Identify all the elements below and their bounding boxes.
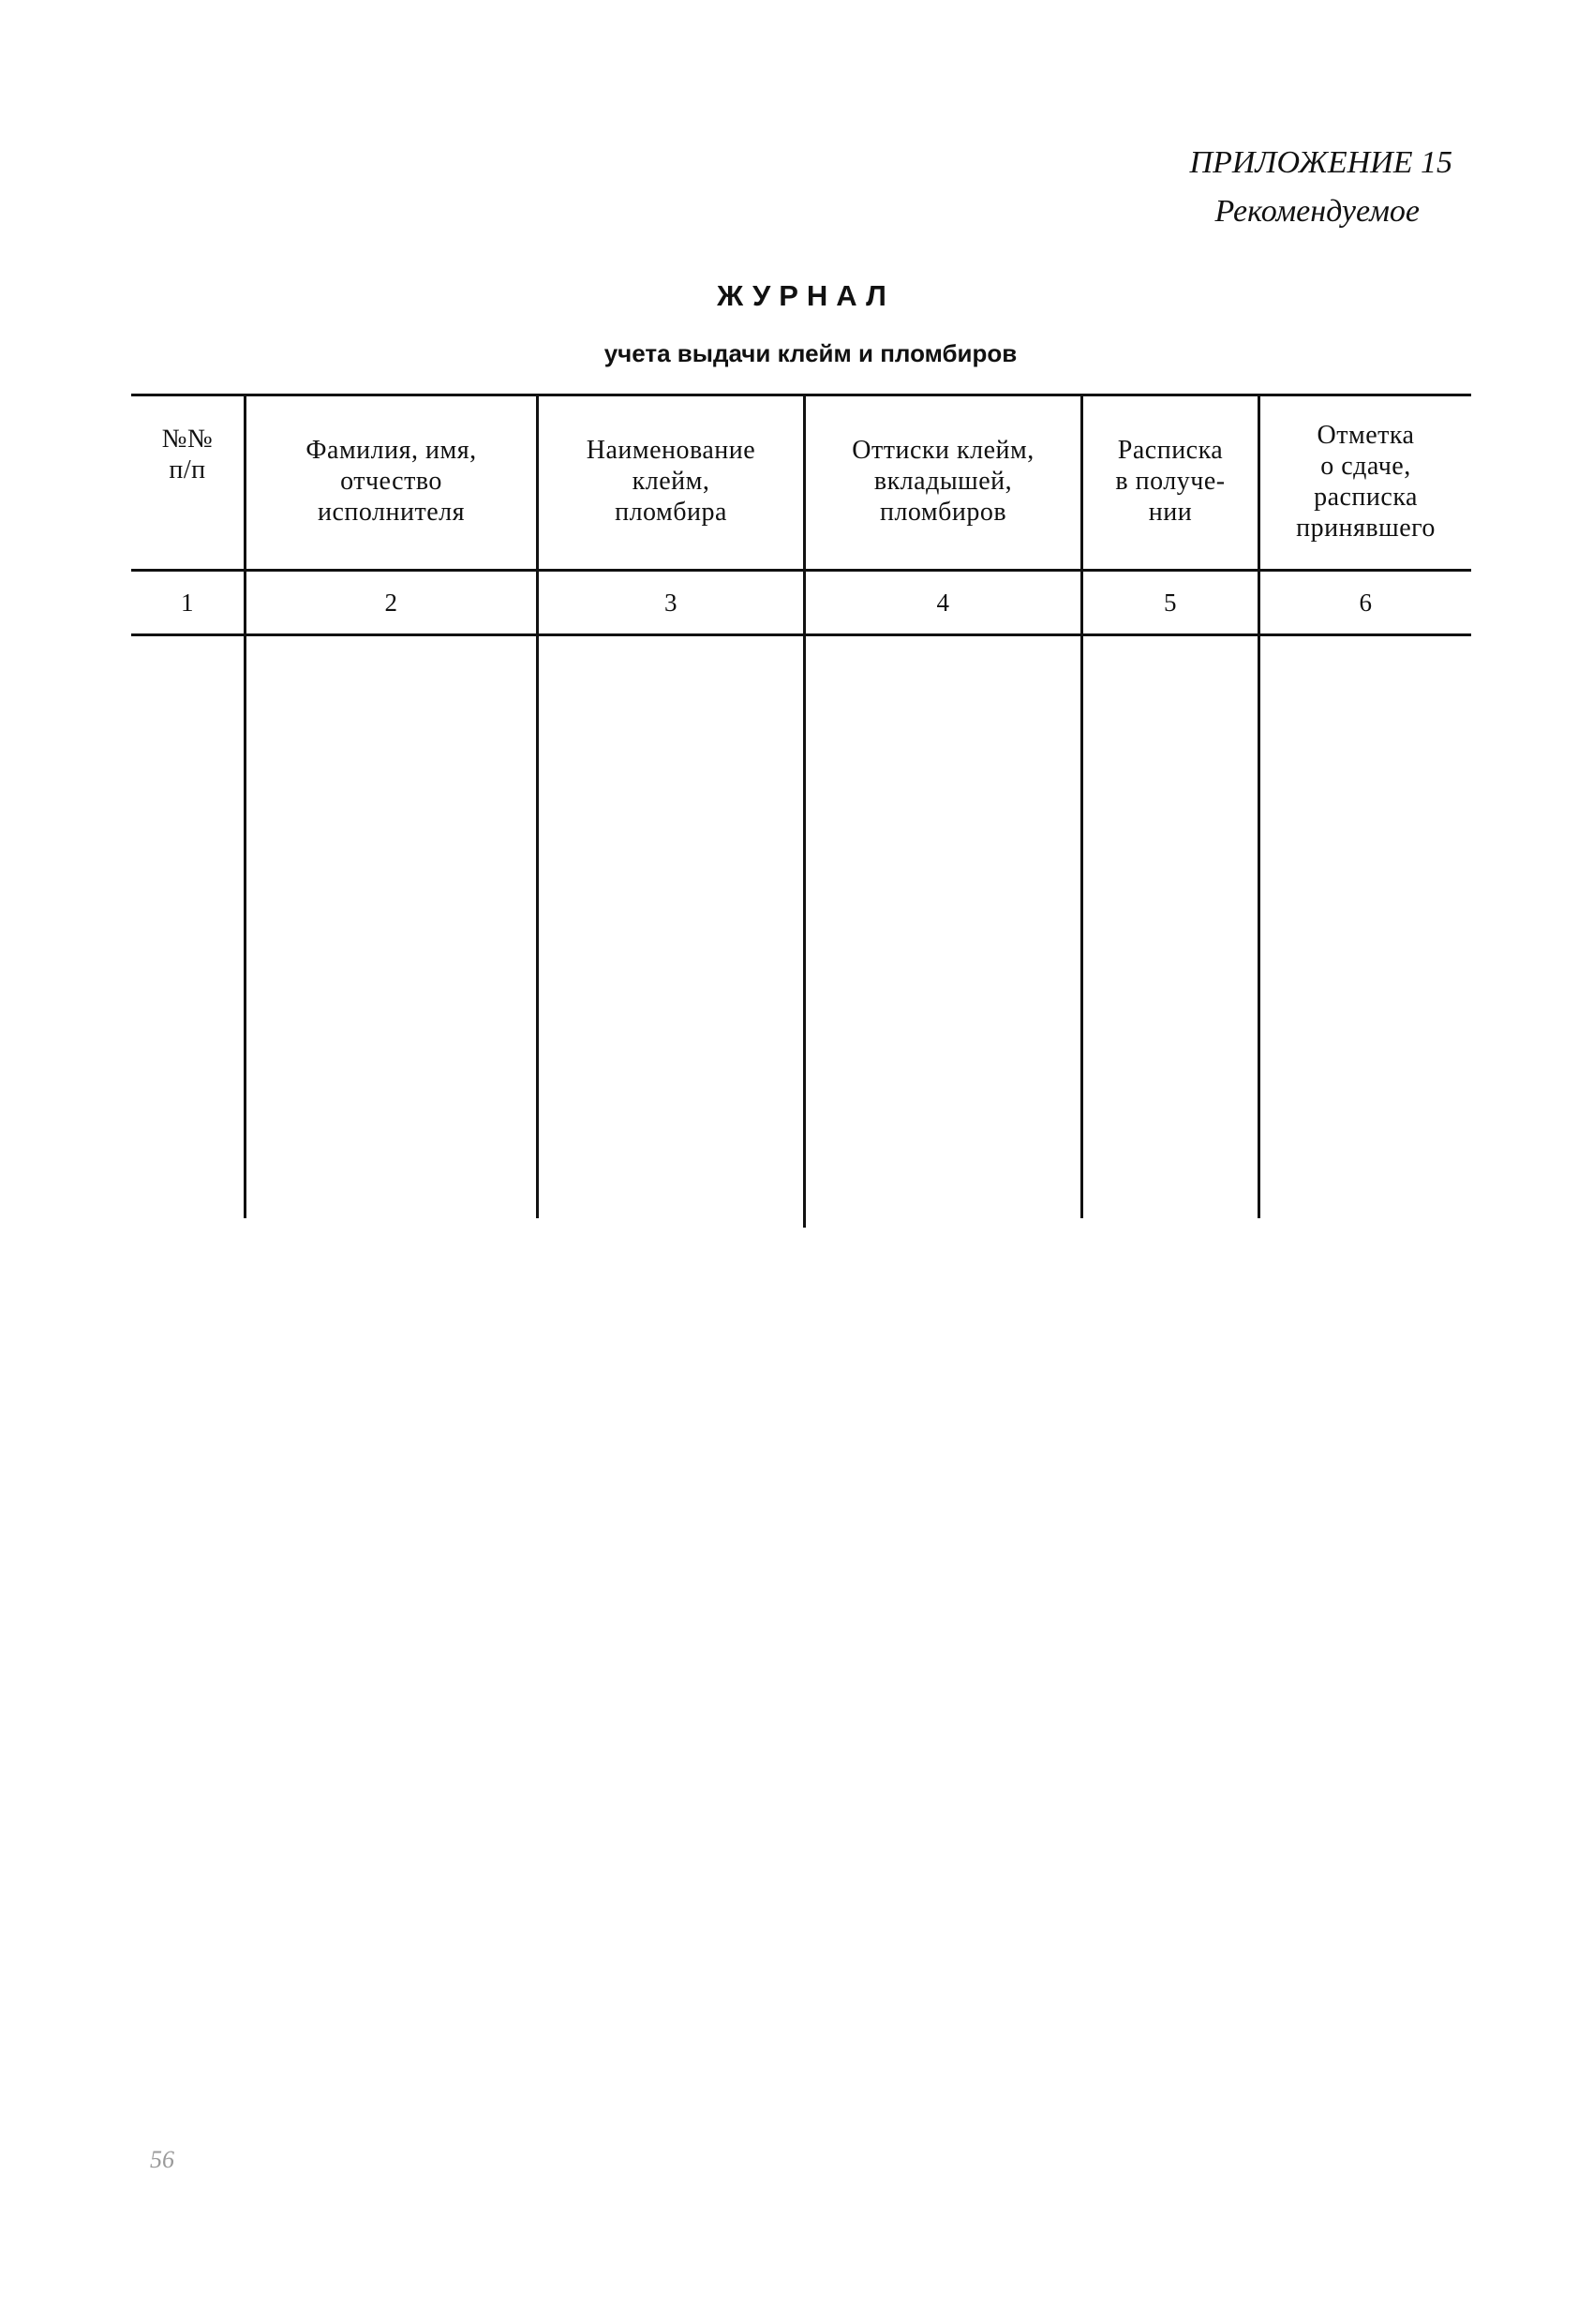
column-number-1: 1	[181, 588, 194, 617]
appendix-heading	[1190, 139, 1452, 236]
numbers-bottom-rule	[131, 633, 1471, 636]
page-number: 56	[150, 2146, 174, 2173]
column-number-3: 3	[664, 588, 677, 617]
column-number-4: 4	[936, 588, 950, 617]
column-number-2: 2	[384, 588, 398, 617]
header-cell-return-mark: Отметка о сдаче, расписка принявшего	[1296, 420, 1436, 543]
journal-table	[131, 394, 1471, 1218]
column-number-6: 6	[1359, 588, 1373, 617]
journal-title: ЖУРНАЛ	[717, 279, 895, 312]
header-cell-impressions: Оттиски клейм, вкладышей, пломбиров	[852, 436, 1035, 527]
appendix-label: ПРИЛОЖЕНИЕ 15	[1189, 145, 1452, 180]
appendix-status: Рекомендуемое	[1214, 194, 1420, 229]
header-cell-name: Фамилия, имя, отчество исполнителя	[305, 436, 477, 527]
column-number-5: 5	[1164, 588, 1177, 617]
journal-subtitle: учета выдачи клейм и пломбиров	[603, 339, 1018, 367]
header-cell-number: №№ п/п	[161, 425, 214, 484]
header-cell-receipt: Расписка в получе- нии	[1115, 436, 1226, 527]
header-cell-stamp-name: Наименование клейм, пломбира	[586, 436, 756, 527]
